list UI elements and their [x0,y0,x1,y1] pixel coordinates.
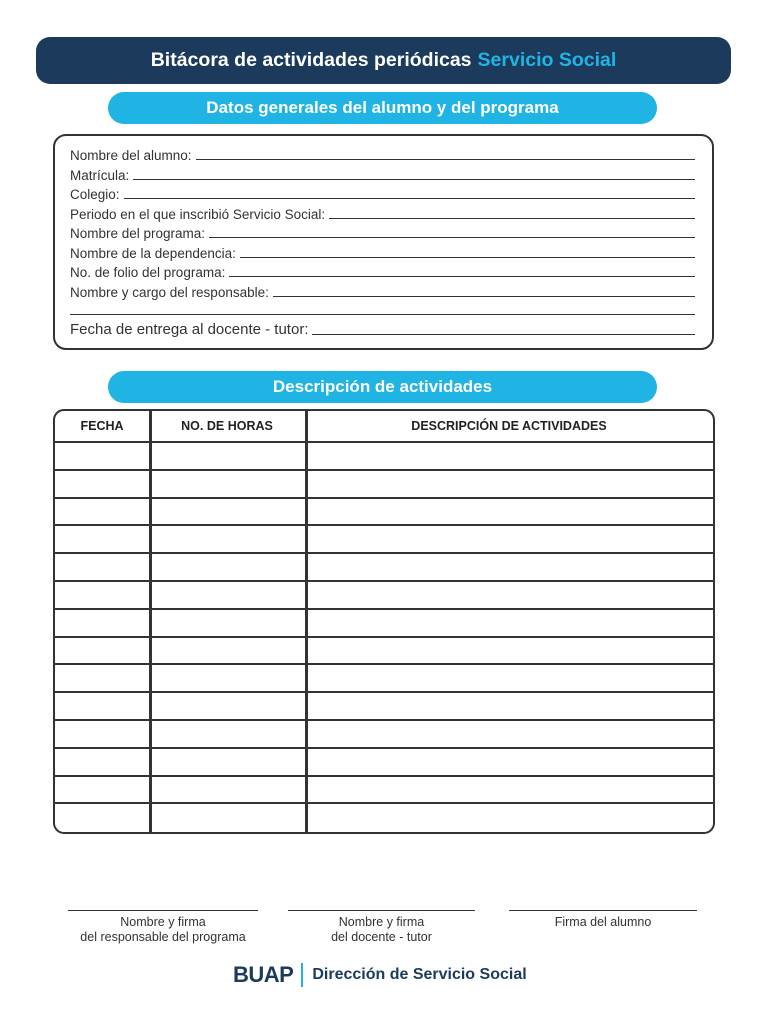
table-row[interactable] [55,665,713,693]
table-header-row [55,411,713,443]
signature-line[interactable] [68,910,258,911]
document-title: Bitácora de actividades periódicas [150,49,472,71]
field-fill-line[interactable] [329,218,695,219]
field-label: Colegio: [70,187,120,202]
field-label: Nombre y cargo del responsable: [70,284,269,300]
table-row[interactable] [55,443,713,471]
field-label: No. de folio del programa: [70,265,226,280]
field-delivery-date[interactable] [70,319,695,338]
table-row[interactable] [55,693,713,721]
field-label: Matrícula: [70,167,130,183]
table-row[interactable] [55,749,713,777]
field-fill-line[interactable] [273,296,695,297]
column-header-hours: NO. DE HORAS [181,419,273,433]
table-row[interactable] [55,526,713,554]
signature-caption-line1: Firma del alumno [554,915,652,929]
field-fill-line[interactable] [312,334,695,335]
field-fill-line[interactable] [70,314,695,315]
field-agency-name[interactable] [70,242,695,261]
signature-block-tutor [288,910,475,945]
field-label: Nombre del alumno: [70,148,192,163]
footer-branding [233,961,527,989]
document-title-accent: Servicio Social [477,49,617,71]
field-label: Nombre de la dependencia: [70,245,236,261]
field-fill-line[interactable] [209,237,695,238]
document-title-bar [36,37,731,84]
signature-caption-line1: Nombre y firma [338,915,425,929]
column-divider [149,411,152,832]
table-row[interactable] [55,638,713,666]
signature-line[interactable] [288,910,475,911]
table-row[interactable] [55,554,713,582]
field-program-folio[interactable] [70,261,695,280]
signature-block-responsible [68,910,258,945]
section-heading-activities: Descripción de actividades [108,371,657,403]
field-label: Fecha de entrega al docente - tutor: [70,321,309,338]
field-label: Nombre del programa: [70,226,206,241]
field-fill-line[interactable] [124,198,695,199]
field-fill-line[interactable] [229,276,695,277]
activities-table [53,409,715,834]
table-row[interactable] [55,499,713,527]
column-header-description: DESCRIPCIÓN DE ACTIVIDADES [411,419,607,433]
signature-caption-line2: del responsable del programa [80,930,246,944]
signature-caption-line1: Nombre y firma [120,915,206,929]
column-header-date: FECHA [80,419,124,433]
field-college[interactable] [70,183,695,202]
field-fill-line[interactable] [196,159,695,160]
field-student-name[interactable] [70,144,695,163]
field-responsible-continuation[interactable] [70,299,695,318]
field-label: Periodo en el que inscribió Servicio Social: [70,206,326,222]
section-heading-general-data: Datos generales del alumno y del programa [108,92,657,124]
footer-separator [301,963,303,987]
field-fill-line[interactable] [133,179,695,180]
column-divider [305,411,308,832]
field-program-name[interactable] [70,222,695,241]
signature-caption-line2: del docente - tutor [331,930,432,944]
table-row[interactable] [55,721,713,749]
table-row[interactable] [55,610,713,638]
table-row[interactable] [55,582,713,610]
table-row[interactable] [55,804,713,832]
buap-logo: BUAP [233,962,294,987]
table-body [55,443,713,832]
field-student-id[interactable] [70,164,695,183]
field-responsible-person[interactable] [70,281,695,300]
general-data-box [53,134,714,350]
signature-block-student [509,910,697,930]
department-name: Dirección de Servicio Social [312,966,527,983]
table-row[interactable] [55,777,713,805]
field-fill-line[interactable] [240,257,695,258]
signature-line[interactable] [509,910,697,911]
field-enrollment-period[interactable] [70,203,695,222]
table-row[interactable] [55,471,713,499]
